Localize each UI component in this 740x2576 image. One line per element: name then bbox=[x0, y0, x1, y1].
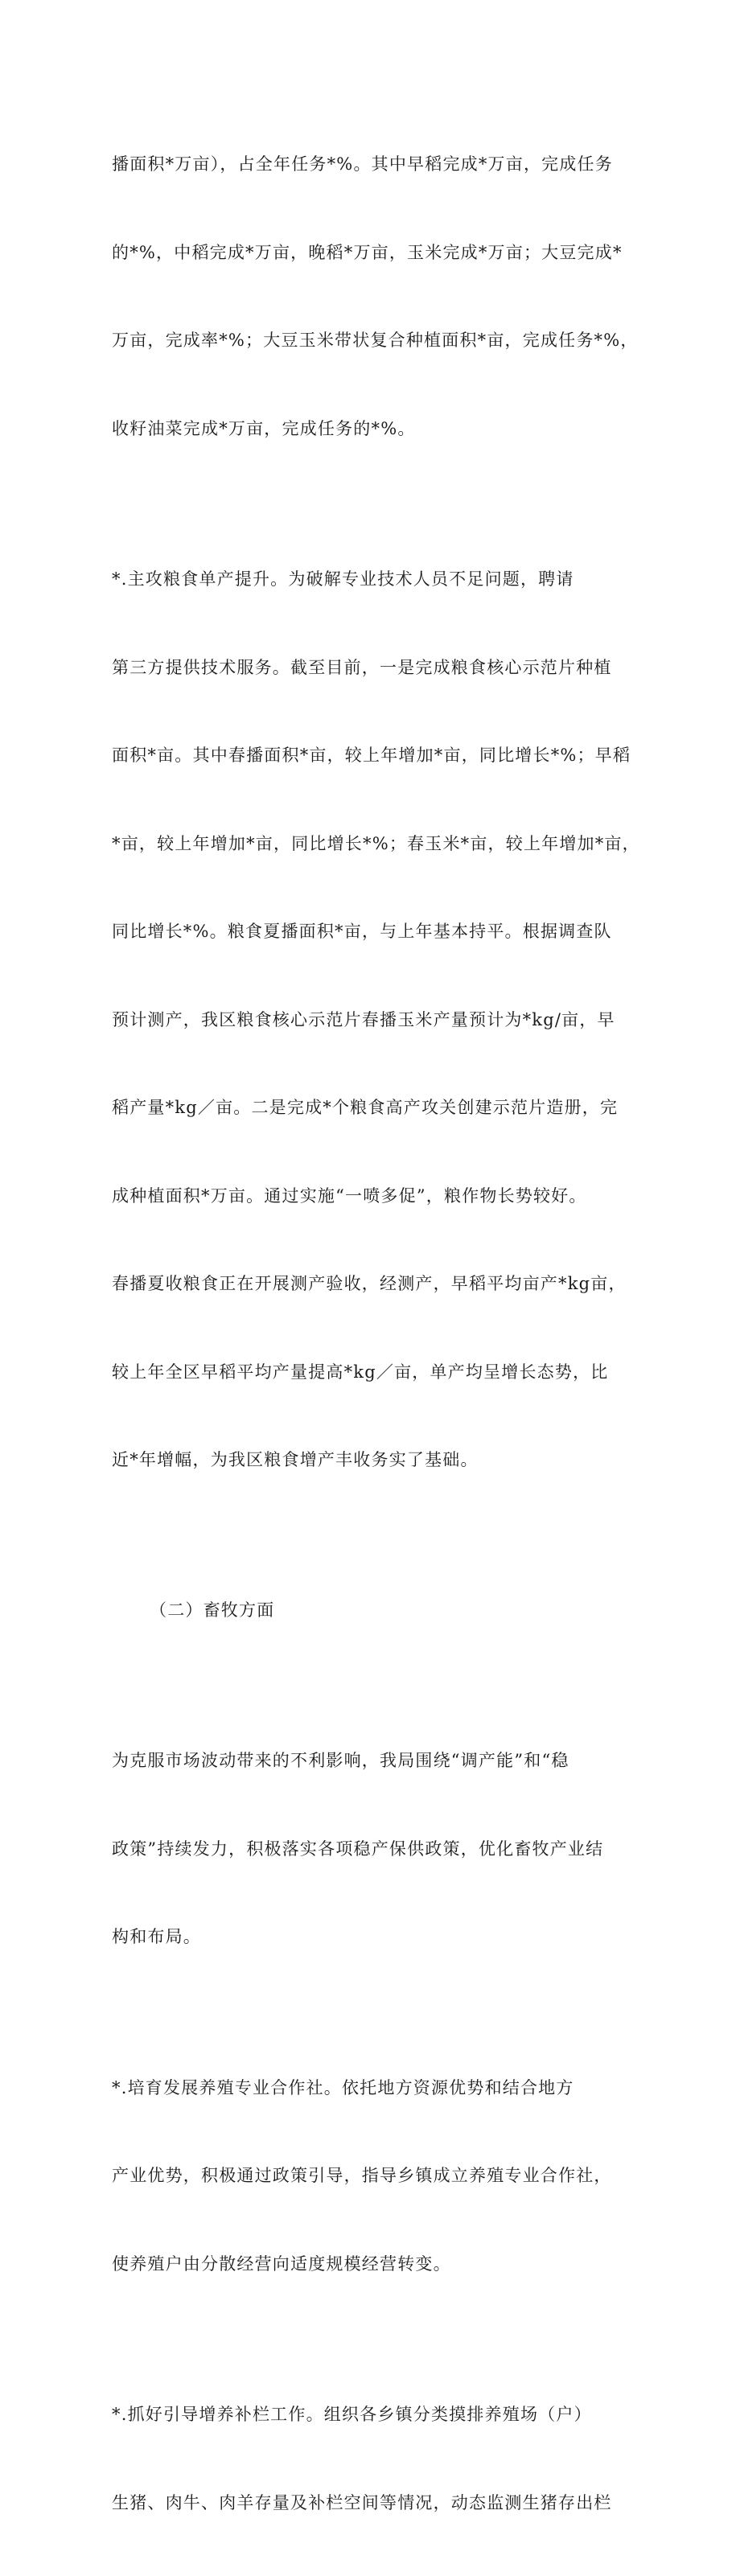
text-line: *.抓好引导增养补栏工作。组织各乡镇分类摸排养殖场（户） bbox=[112, 2405, 592, 2424]
text-line: 为克服市场波动带来的不利影响，我局围绕“调产能”和“稳 bbox=[112, 1751, 569, 1770]
text-line: *亩，较上年增加*亩，同比增长*%；春玉米*亩，较上年增加*亩， bbox=[112, 833, 640, 853]
text-line: 使养殖户由分散经营向适度规模经营转变。 bbox=[112, 2253, 451, 2274]
text-line: 同比增长*%。粮食夏播面积*亩，与上年基本持平。根据调查队 bbox=[112, 922, 612, 941]
text-line: 政策”持续发力，积极落实各项稳产保供政策，优化畜牧产业结 bbox=[112, 1839, 604, 1859]
text-line: 面积*亩。其中春播面积*亩，较上年增加*亩，同比增长*%；早稻 bbox=[112, 746, 631, 765]
text-line: *.培育发展养殖专业合作社。依托地方资源优势和结合地方 bbox=[112, 2077, 574, 2097]
text-line: *.主攻粮食单产提升。为破解专业技术人员不足问题，聘请 bbox=[112, 569, 574, 589]
text-line: 收籽油菜完成*万亩，完成任务的*%。 bbox=[112, 418, 416, 438]
paragraph-planting-progress bbox=[112, 91, 639, 502]
text-line: 成种植面积*万亩。通过实施“一喷多促”，粮作物长势较好。 bbox=[112, 1185, 587, 1206]
paragraph-grain-yield bbox=[112, 506, 640, 1534]
document-body bbox=[112, 91, 640, 2576]
section-heading-livestock bbox=[112, 1537, 633, 1684]
text-line: 产业优势，积极通过政策引导，指导乡镇成立养殖专业合作社， bbox=[112, 2166, 612, 2185]
text-line: 播面积*万亩），占全年任务*%。其中早稻完成*万亩，完成任务 bbox=[112, 154, 613, 174]
text-line: 较上年全区早稻平均产量提高*kg／亩，单产均呈增长态势，比 bbox=[112, 1362, 609, 1382]
text-line: 生猪、肉牛、肉羊存量及补栏空间等情况，动态监测生猪存出栏 bbox=[112, 2492, 612, 2512]
text-line: 第三方提供技术服务。截至目前，一是完成粮食核心示范片种植 bbox=[112, 657, 612, 677]
paragraph-livestock-intro bbox=[112, 1687, 633, 2011]
section-heading-text: （二）畜牧方面 bbox=[150, 1600, 275, 1620]
text-line: 近*年增幅，为我区粮食增产丰收务实了基础。 bbox=[112, 1450, 479, 1469]
text-line: 万亩，完成率*%；大豆玉米带状复合种植面积*亩，完成任务*%， bbox=[112, 331, 639, 350]
text-line: 春播夏收粮食正在开展测产验收，经测产，早稻平均亩产*kg亩， bbox=[112, 1274, 627, 1293]
text-line: 的*%，中稻完成*万亩，晚稻*万亩，玉米完成*万亩；大豆完成* bbox=[112, 242, 623, 262]
text-line: 构和布局。 bbox=[112, 1927, 201, 1946]
paragraph-restocking bbox=[112, 2341, 633, 2576]
text-line: 稻产量*kg／亩。二是完成*个粮食高产攻关创建示范片造册，完 bbox=[112, 1098, 619, 1117]
text-line: 预计测产，我区粮食核心示范片春播玉米产量预计为*kg/亩，早 bbox=[112, 1009, 615, 1029]
paragraph-cooperatives bbox=[112, 2015, 633, 2338]
